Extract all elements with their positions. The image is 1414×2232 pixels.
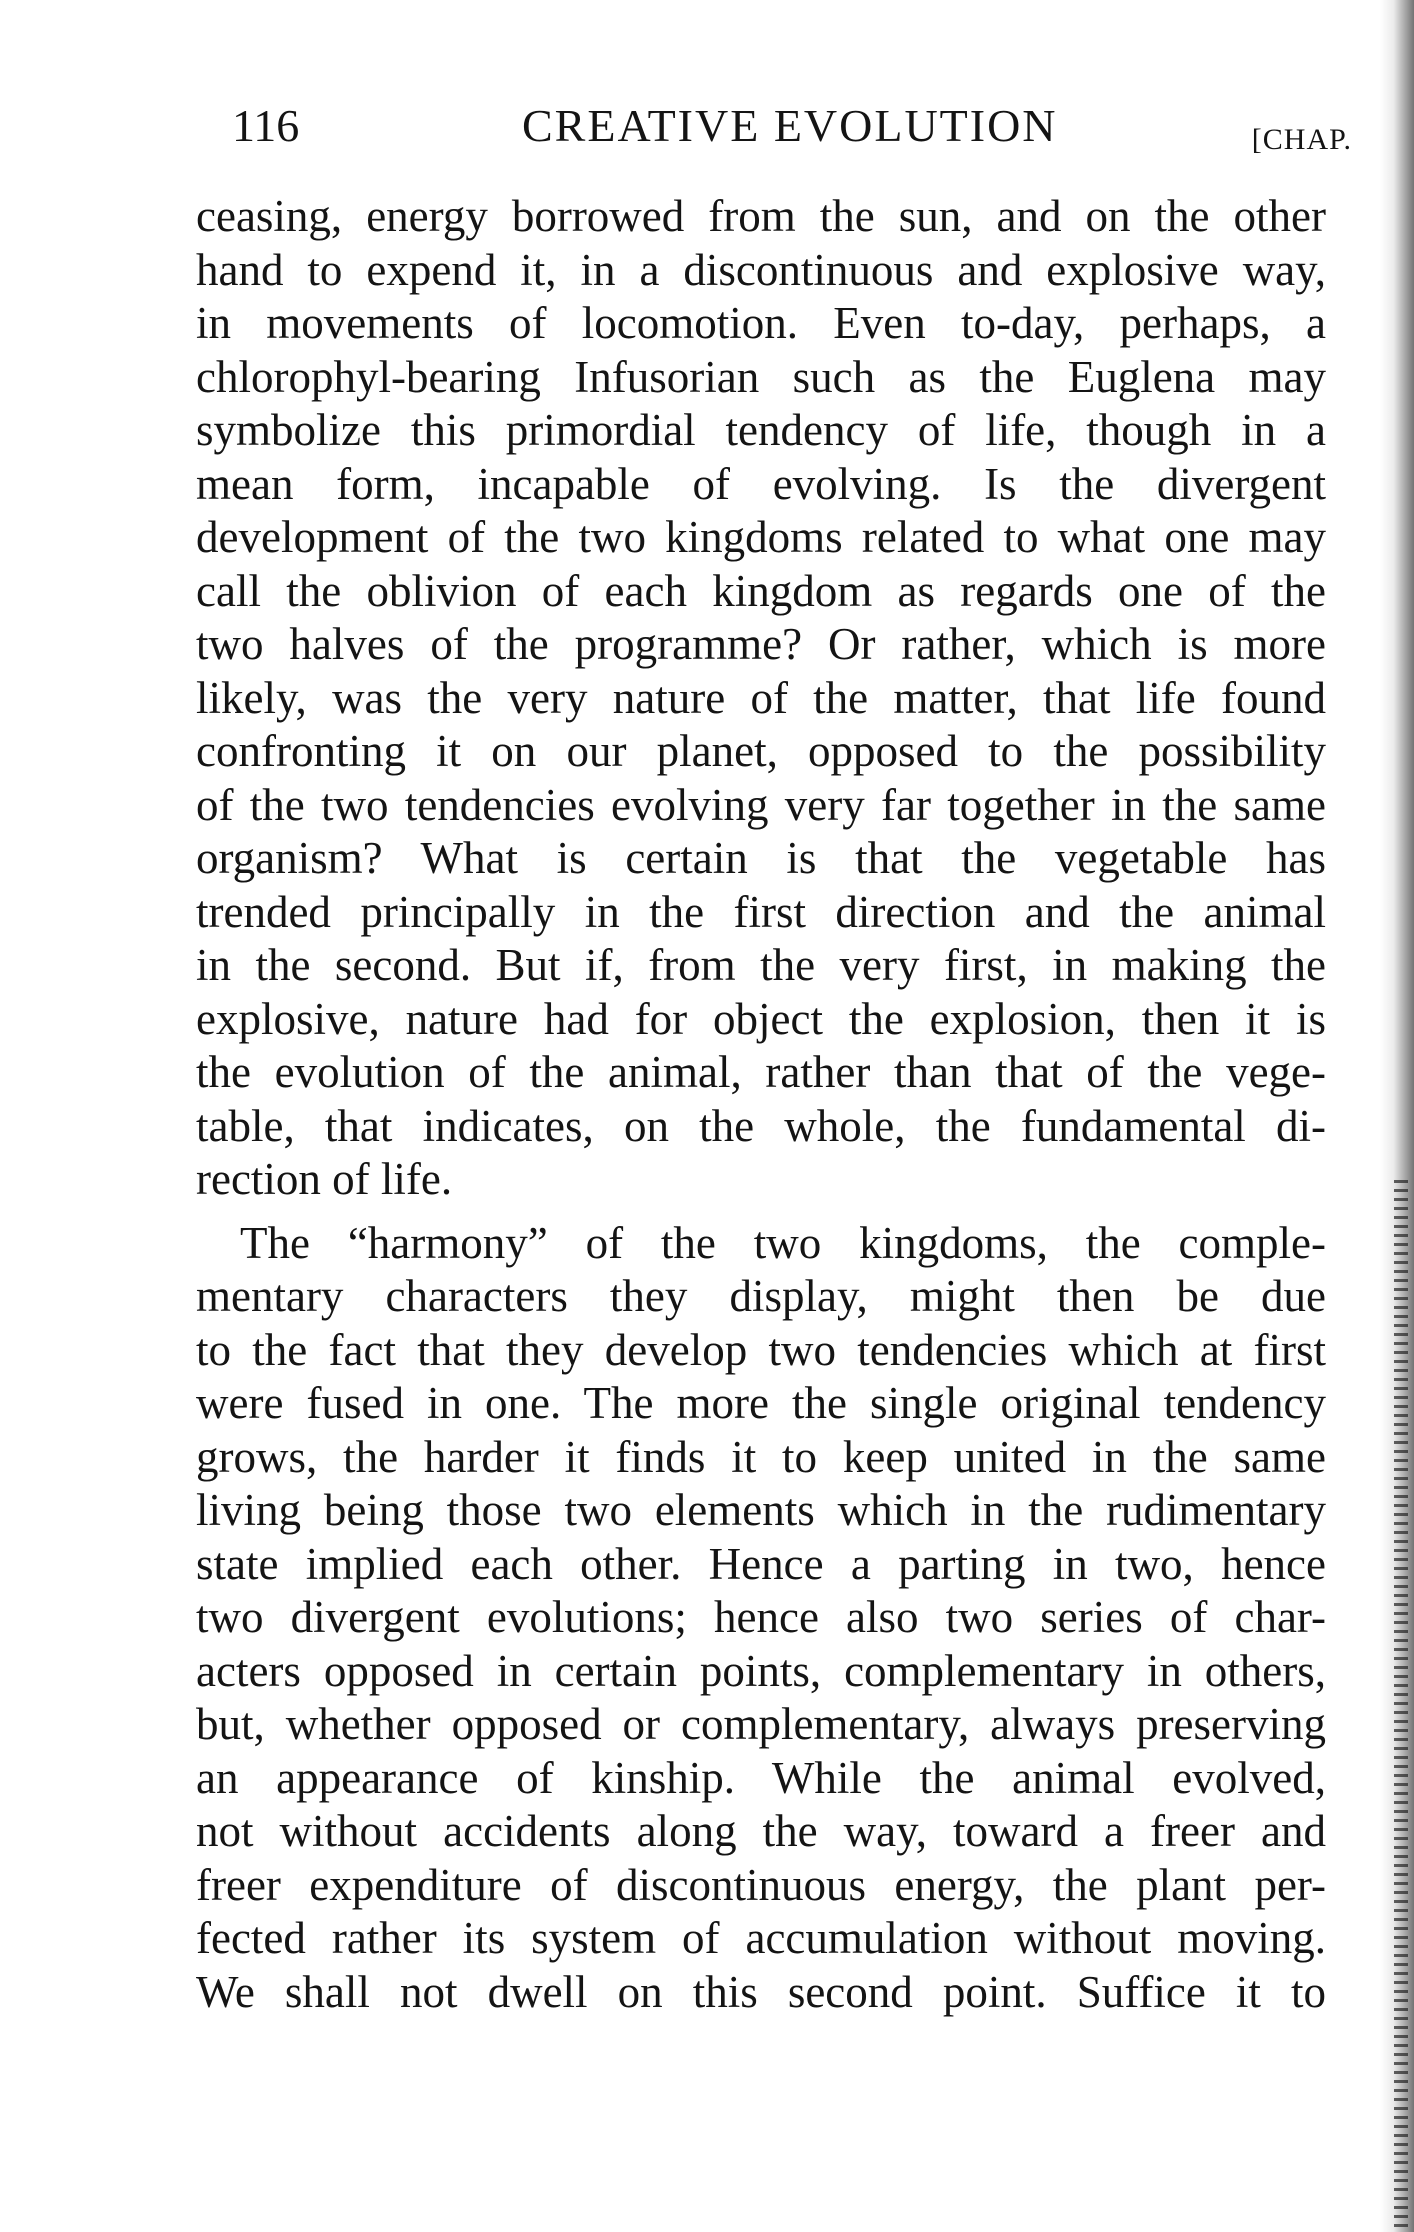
- text-line: likely, was the very nature of the matter, that life found: [196, 672, 1326, 723]
- text-line: not without accidents along the way, toward a freer and: [196, 1806, 1326, 1856]
- running-title: CREATIVE EVOLUTION: [522, 100, 1058, 151]
- paragraph-2: [196, 1217, 1326, 2020]
- text-line: hand to expend it, in a discontinuous and explosive way,: [196, 244, 1326, 295]
- paragraph-1: [196, 190, 1326, 1207]
- text-line: an appearance of kinship. While the animal evolved,: [196, 1752, 1326, 1803]
- text-line: We shall not dwell on this second point. Suffice it to: [196, 1966, 1326, 2017]
- chapter-mark: [CHAP.: [1251, 123, 1352, 156]
- running-header: [232, 96, 1352, 156]
- text-line: living being those two elements which in the rudimentary: [196, 1485, 1326, 1535]
- text-line: mean form, incapable of evolving. Is the divergent: [196, 458, 1326, 509]
- text-line: the evolution of the animal, rather than that of the vege-: [196, 1047, 1326, 1097]
- text-line: chlorophyl-bearing Infusorian such as the Euglena may: [196, 351, 1326, 402]
- page-edge-marks: [1394, 1180, 1408, 2230]
- text-line: rection of life.: [196, 1154, 453, 1204]
- text-line: but, whether opposed or complementary, always preserving: [196, 1699, 1326, 1749]
- text-line: two halves of the programme? Or rather, which is more: [196, 619, 1326, 669]
- text-line: trended principally in the first direction and the animal: [196, 886, 1326, 937]
- text-line: The “harmony” of the two kingdoms, the comple-: [240, 1217, 1326, 1268]
- text-line: development of the two kingdoms related to what one may: [196, 512, 1326, 562]
- page-number: 116: [232, 100, 300, 151]
- text-line: ceasing, energy borrowed from the sun, and on the other: [196, 191, 1326, 241]
- paragraph-gap: [196, 1207, 1326, 1217]
- text-line: table, that indicates, on the whole, the fundamental di-: [196, 1100, 1326, 1151]
- text-line: in movements of locomotion. Even to-day, perhaps, a: [196, 298, 1326, 348]
- text-line: call the oblivion of each kingdom as regards one of the: [196, 565, 1326, 616]
- body-text: [196, 190, 1326, 2019]
- text-line: grows, the harder it finds it to keep united in the same: [196, 1431, 1326, 1482]
- text-line: fected rather its system of accumulation without moving.: [196, 1913, 1326, 1963]
- text-line: to the fact that they develop two tendencies which at first: [196, 1324, 1326, 1375]
- text-line: organism? What is certain is that the vegetable has: [196, 833, 1326, 883]
- text-line: two divergent evolutions; hence also two series of char-: [196, 1592, 1326, 1642]
- text-line: in the second. But if, from the very first, in making the: [196, 940, 1326, 990]
- text-line: symbolize this primordial tendency of life, though in a: [196, 405, 1326, 455]
- text-line: explosive, nature had for object the explosion, then it is: [196, 993, 1326, 1044]
- text-line: freer expenditure of discontinuous energy, the plant per-: [196, 1859, 1326, 1910]
- text-line: state implied each other. Hence a parting in two, hence: [196, 1538, 1326, 1589]
- text-line: acters opposed in certain points, complementary in others,: [196, 1645, 1326, 1696]
- text-line: mentary characters they display, might then be due: [196, 1271, 1326, 1321]
- text-line: confronting it on our planet, opposed to the possibility: [196, 726, 1326, 776]
- text-line: of the two tendencies evolving very far together in the same: [196, 779, 1326, 830]
- text-line: were fused in one. The more the single original tendency: [196, 1378, 1326, 1428]
